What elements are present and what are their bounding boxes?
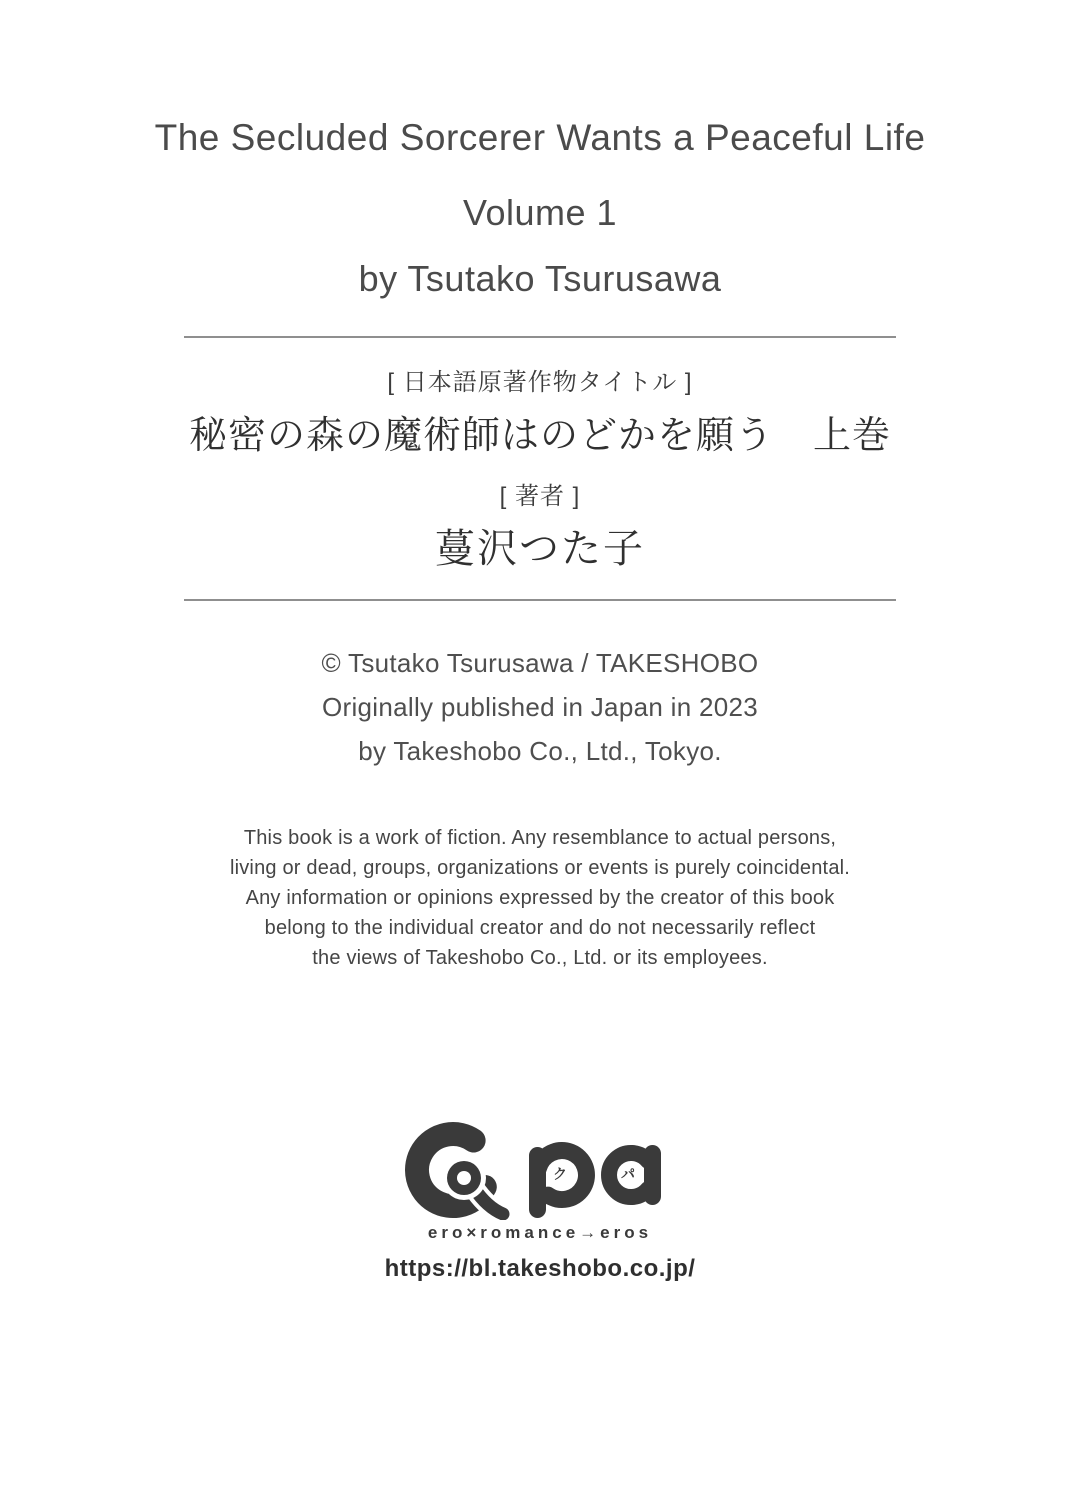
publisher-tagline: ero×romance→eros xyxy=(427,1223,653,1242)
publication-year-line: Originally published in Japan in 2023 xyxy=(321,692,759,722)
qpa-logo-a-stem xyxy=(644,1145,661,1205)
jp-author-label: [ 著者 ] xyxy=(499,483,581,510)
divider-bottom xyxy=(184,599,896,601)
publisher-line: by Takeshobo Co., Ltd., Tokyo. xyxy=(358,736,722,766)
jp-original-title: 秘密の森の魔術師はのどかを願う 上巻 xyxy=(188,415,891,457)
disclaimer-line: belong to the individual creator and do not necessarily reflect xyxy=(264,917,816,939)
copyright-line: © Tsutako Tsurusawa / TAKESHOBO xyxy=(321,648,759,678)
divider-top xyxy=(184,336,896,338)
qpa-logo xyxy=(404,1118,676,1220)
author-byline: by Tsutako Tsurusawa xyxy=(358,258,722,299)
publisher-logo-block xyxy=(0,1118,1080,1220)
disclaimer-block xyxy=(0,823,1080,973)
volume-label: Volume 1 xyxy=(462,192,618,233)
qpa-logo-furigana-pa: パ xyxy=(621,1166,635,1182)
qpa-logo-small-a-hole xyxy=(457,1171,471,1185)
jp-original-title-label: [ 日本語原著作物タイトル ] xyxy=(387,369,693,396)
copyright-block xyxy=(0,641,1080,773)
qpa-logo-furigana-ku: ク xyxy=(553,1166,567,1182)
publisher-url: https://bl.takeshobo.co.jp/ xyxy=(384,1255,696,1282)
page-title: The Secluded Sorcerer Wants a Peaceful Life xyxy=(154,117,926,158)
disclaimer-line: Any information or opinions expressed by the creator of this book xyxy=(245,887,835,909)
jp-author-name: 蔓沢つた子 xyxy=(435,527,645,571)
disclaimer-line: living or dead, groups, organizations or events is purely coincidental. xyxy=(229,857,851,879)
disclaimer-line: the views of Takeshobo Co., Ltd. or its employees. xyxy=(312,947,768,969)
disclaimer-line: This book is a work of fiction. Any resemblance to actual persons, xyxy=(243,827,837,849)
